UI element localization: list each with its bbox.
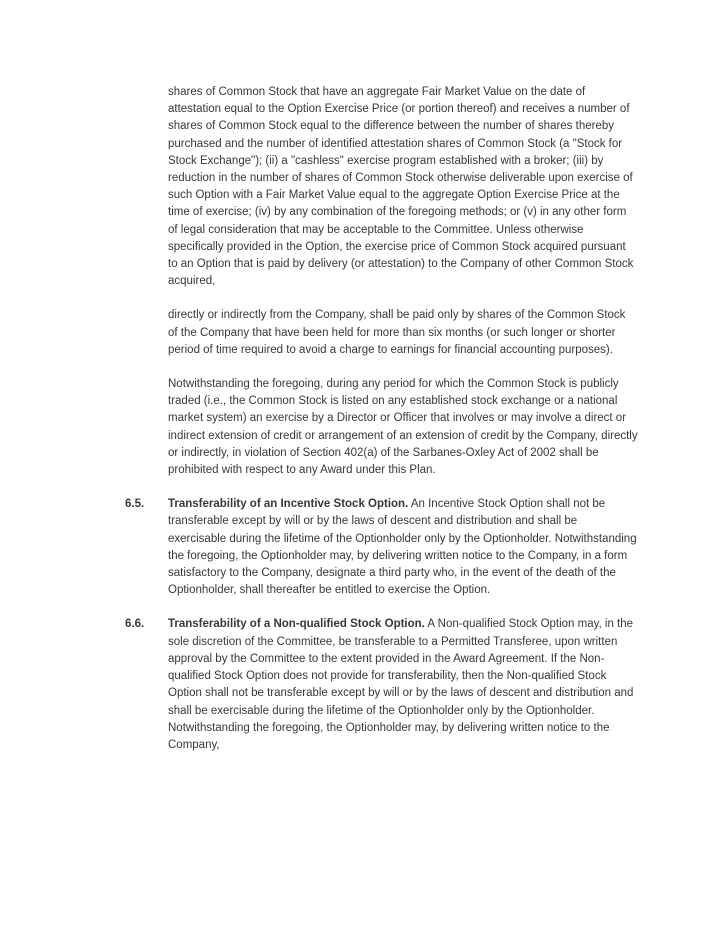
paragraph <box>125 84 638 290</box>
paragraph <box>125 307 638 359</box>
paragraph-section-6-6 <box>125 616 638 754</box>
section-heading: Transferability of an Incentive Stock Option. <box>168 498 409 511</box>
section-number: 6.6. <box>125 618 145 631</box>
paragraph-text: shares of Common Stock that have an aggregate Fair Market Value on the date of attestation equal to the Option Exercise Price (or portion thereof) and receives a number of shares of Common Stock equal to the difference between the number of shares thereby purchased and the number of identified attestation shares of Common Stock (a "Stock for Stock Exchange"); (ii) a "cashless" exercise program established with a broker; (iii) by reduction in the number of shares of Common Stock otherwise deliverable upon exercise of such Option with a Fair Market Value equal to the aggregate Option Exercise Price at the time of exercise; (iv) by any combination of the foregoing methods; or (v) in any other form of legal consideration that may be acceptable to the Committee. Unless otherwise specifically provided in the Option, the exercise price of Common Stock acquired pursuant to an Option that is paid by delivery (or attestation) to the Company of other Common Stock acquired, <box>168 86 634 288</box>
paragraph-text: A Non-qualified Stock Option may, in the sole discretion of the Committee, be transferable to a Permitted Transferee, upon written approval by the Committee to the extent provided in the Award Agreement. If the Non-qualified Stock Option does not provide for transferability, then the Non-qualified Stock Option shall not be transferable except by will or by the laws of descent and distribution and shall be exercisable during the lifetime of the Optionholder only by the Optionholder. Notwithstanding the foregoing, the Optionholder may, by delivering written notice to the Company, <box>168 618 634 751</box>
document-body <box>125 84 640 754</box>
section-number: 6.5. <box>125 498 145 511</box>
paragraph-text: directly or indirectly from the Company, shall be paid only by shares of the Common Stock of the Company that have been held for more than six months (or such longer or shorter period of time required to avoid a charge to earnings for financial accounting purposes). <box>168 309 626 356</box>
paragraph-text: An Incentive Stock Option shall not be transferable except by will or by the laws of descent and distribution and shall be exercisable during the lifetime of the Optionholder only by the Optionholder. Notwithstanding the foregoing, the Optionholder may, by delivering written notice to the Company, in a form satisfactory to the Company, designate a third party who, in the event of the death of the Optionholder, shall thereafter be entitled to exercise the Option. <box>168 498 637 597</box>
paragraph <box>125 376 638 479</box>
section-heading: Transferability of a Non-qualified Stock Option. <box>168 618 425 631</box>
paragraph-text: Notwithstanding the foregoing, during any period for which the Common Stock is publicly traded (i.e., the Common Stock is listed on any established stock exchange or a national market system) an exercise by a Director or Officer that involves or may involve a direct or indirect extension of credit or arrangement of an extension of credit by the Company, directly or indirectly, in violation of Section 402(a) of the Sarbanes-Oxley Act of 2002 shall be prohibited with respect to any Award under this Plan. <box>168 378 638 477</box>
paragraph-section-6-5 <box>125 496 638 599</box>
